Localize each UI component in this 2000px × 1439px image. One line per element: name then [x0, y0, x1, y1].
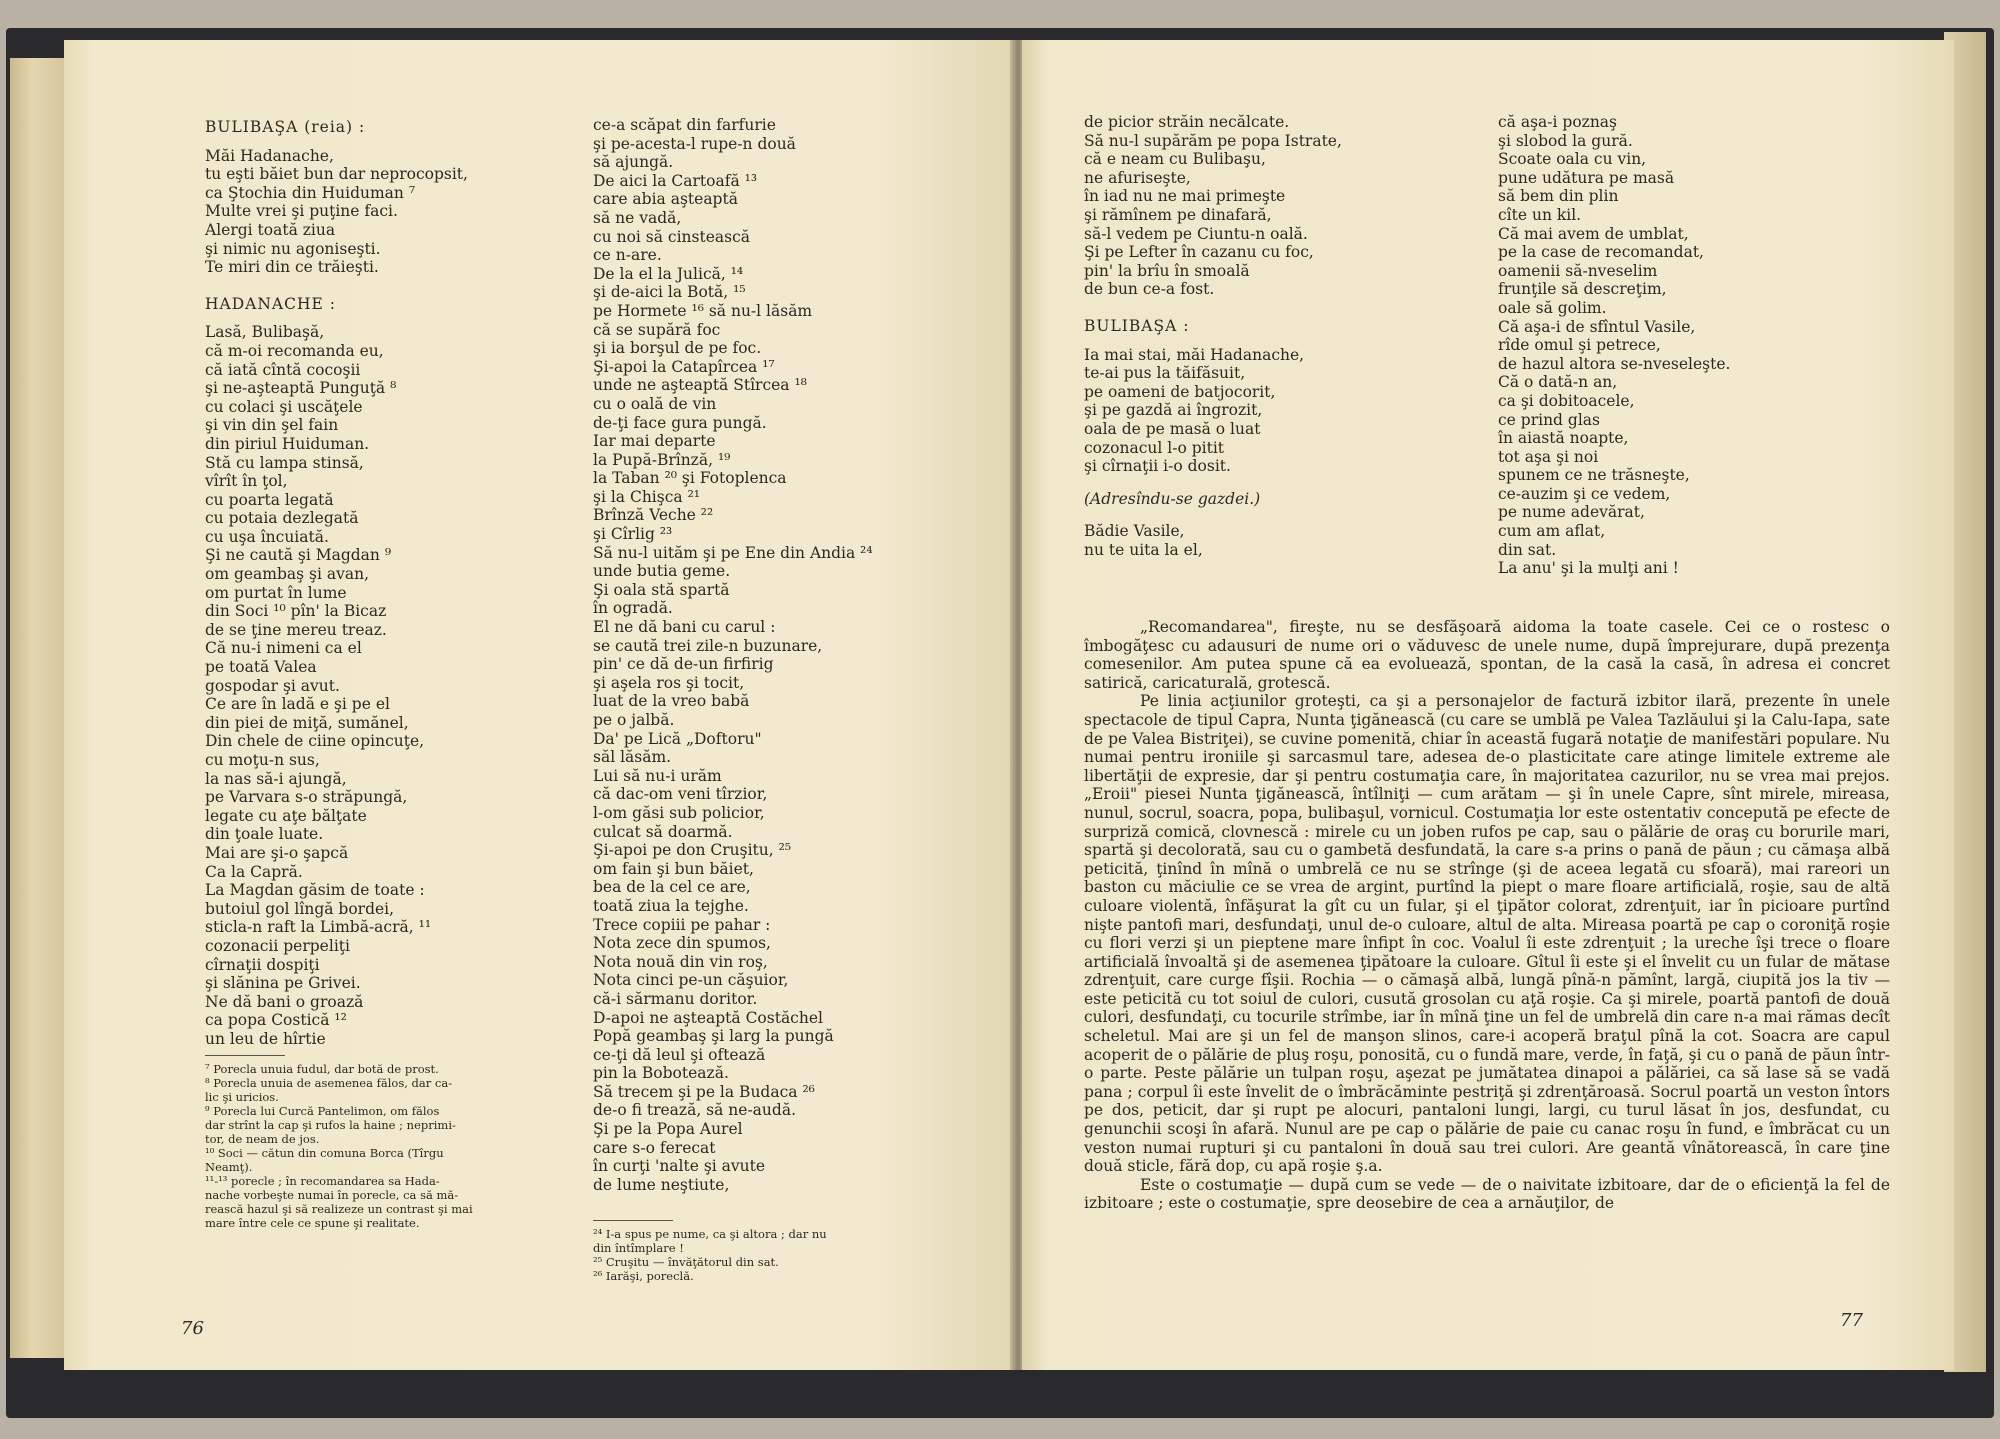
verse-line: ca popa Costică ¹²: [205, 1011, 347, 1030]
footnote-line: ⁹ Porecla lui Curcă Pantelimon, om fălos: [205, 1103, 440, 1118]
verse-line: şi ne-aşteaptă Punguţă ⁸: [205, 379, 397, 398]
footnote-line: ¹⁰ Soci — cătun din comuna Borca (Tîrgu: [205, 1145, 444, 1160]
verse-line: luat de la vreo babă: [593, 692, 750, 711]
verse-line: toată ziua la tejghe.: [593, 896, 749, 915]
verse-line: cu uşa încuiată.: [205, 527, 329, 546]
verse-line: pe nume adevărat,: [1498, 503, 1645, 522]
left-page: [64, 40, 1014, 1370]
verse-line: în curţi 'nalte şi avute: [593, 1157, 766, 1176]
verse-line: La Magdan găsim de toate :: [205, 881, 425, 900]
verse-line: Şi oala stă spartă: [593, 580, 730, 599]
verse-line: cu colaci şi uscăţele: [205, 397, 363, 416]
verse-line: El ne dă bani cu carul :: [593, 618, 776, 637]
verse-line: să-l vedem pe Ciuntu-n oală.: [1084, 224, 1308, 243]
verse-line: unde butia geme.: [593, 562, 731, 581]
verse-line: din ţoale luate.: [205, 825, 324, 844]
verse-line: Iar mai departe: [593, 432, 716, 451]
verse-line: Trece copiii pe pahar :: [593, 915, 771, 934]
verse-line: pin' ce dă de-un firfirig: [593, 655, 774, 674]
verse-line: în aiastă noapte,: [1498, 429, 1629, 448]
verse-line: de hazul altora se-nveseleşte.: [1498, 354, 1731, 373]
verse-line: cozonacul l-o pitit: [1084, 438, 1225, 457]
verse-line: Măi Hadanache,: [205, 146, 334, 165]
verse-line: Că mai avem de umblat,: [1498, 224, 1689, 243]
footnotes: [205, 1062, 565, 1230]
left-column-1: [205, 114, 565, 1230]
verse-line: cozonacii perpeliţi: [205, 936, 350, 955]
footnote-line: ¹¹-¹³ porecle ; în recomandarea sa Hada-: [205, 1173, 440, 1188]
verse-line: Da' pe Lică „Doftoru": [593, 729, 762, 748]
verse-line: Că o dată-n an,: [1498, 373, 1618, 392]
verse-line: Alergi toată ziua: [205, 220, 336, 239]
verse-line: om fain şi bun băiet,: [593, 859, 754, 878]
verse-line: Să nu-l supărăm pe popa Istrate,: [1084, 131, 1342, 150]
verse-line: Să nu-l uităm şi pe Ene din Andia ²⁴: [593, 543, 873, 562]
verse-line: Şi pe Lefter în cazanu cu foc,: [1084, 243, 1314, 262]
verse-line: şi slănina pe Grivei.: [205, 974, 361, 993]
footnote-line: ²⁴ I-a spus pe nume, ca şi altora ; dar nu: [593, 1227, 827, 1242]
verse-line: şi cîrnaţii i-o dosit.: [1084, 457, 1231, 476]
speaker-bulibasa: BULIBAŞA :: [1084, 316, 1190, 335]
verse-line: şi la Chişca ²¹: [593, 487, 700, 506]
verse-line: Bădie Vasile,: [1084, 522, 1185, 541]
verse-line: pin' la brîu în smoală: [1084, 261, 1250, 280]
verse-line: ce-auzim şi ce vedem,: [1498, 484, 1671, 503]
verse-line: un leu de hîrtie: [205, 1029, 326, 1048]
verse-line: nu te uita la el,: [1084, 540, 1203, 559]
verse-line: Şi-apoi pe don Cruşitu, ²⁵: [593, 841, 792, 860]
verse-line: Nota cinci pe-un căşuior,: [593, 971, 789, 990]
paragraph: „Recomandarea", fireşte, nu se desfăşoară aidoma la toate casele. Cei ce o rostesc o îmbogăţesc cu adausuri de nume ori o văduvesc de unele nume, după împrejurare, după prezenţa comesenilor. Am putea spune că ea evoluează, spontan, de la casă la casă, în adresa ei concret satirică, caricaturală, grotescă.: [1084, 618, 1890, 692]
footnote-rule: [593, 1220, 673, 1221]
verse-line: cu moţu-n sus,: [205, 751, 320, 769]
verse-line: şi pe gazdă ai îngrozit,: [1084, 401, 1263, 420]
verse-line: vîrît în ţol,: [205, 472, 288, 491]
verse-line: Nota zece din spumos,: [593, 934, 771, 953]
verse-line: Scoate oala cu vin,: [1498, 150, 1647, 169]
stage-direction: (Adresîndu-se gazdei.): [1084, 489, 1261, 508]
verse-block: [205, 147, 565, 277]
verse-line: că m-oi recomanda eu,: [205, 341, 384, 360]
right-column-1: [1084, 113, 1484, 559]
verse-line: pe o jalbă.: [593, 711, 675, 729]
verse-line: tot aşa şi noi: [1498, 447, 1599, 466]
verse-line: de picior străin necălcate.: [1084, 113, 1290, 131]
verse-line: că e neam cu Bulibaşu,: [1084, 150, 1266, 169]
verse-line: cîte un kil.: [1498, 205, 1582, 224]
verse-line: şi Cîrlig ²³: [593, 525, 673, 544]
verse-line: şi ia borşul de pe foc.: [593, 339, 762, 358]
verse-line: din piriul Huiduman.: [205, 434, 370, 453]
verse-line: care s-o ferecat: [593, 1138, 716, 1157]
verse-block: [205, 323, 565, 1048]
verse-line: ne afuriseşte,: [1084, 168, 1191, 187]
verse-line: de-o fi trează, să ne-audă.: [593, 1101, 796, 1120]
verse-line: Şi-apoi la Catapîrcea ¹⁷: [593, 357, 775, 376]
footnote-line: ²⁵ Cruşitu — învăţătorul din sat.: [593, 1255, 779, 1270]
footnote-line: mare între cele ce spune şi realitate.: [205, 1215, 420, 1230]
verse-line: cu noi să cinstească: [593, 227, 751, 246]
verse-line: bea de la cel ce are,: [593, 878, 751, 897]
verse-line: De la el la Julică, ¹⁴: [593, 264, 744, 283]
verse-line: ce n-are.: [593, 246, 662, 265]
footnote-line: din întîmplare !: [593, 1241, 684, 1256]
verse-line: din sat.: [1498, 540, 1557, 559]
verse-line: pin la Bobotează.: [593, 1064, 729, 1083]
verse-line: cu o oală de vin: [593, 394, 717, 413]
verse-line: Să trecem şi pe la Budaca ²⁶: [593, 1082, 815, 1101]
verse-line: şi vin din şel fain: [205, 416, 339, 435]
verse-line: culcat să doarmă.: [593, 822, 733, 841]
verse-line: şi aşela ros şi tocit,: [593, 673, 745, 692]
verse-line: la Taban ²⁰ şi Fotoplenca: [593, 469, 787, 488]
verse-line: pe Hormete ¹⁶ să nu-l lăsăm: [593, 301, 813, 320]
verse-line: rîde omul şi petrece,: [1498, 336, 1661, 355]
right-page: [1022, 40, 1954, 1370]
verse-line: Popă geambaş şi larg la pungă: [593, 1027, 834, 1046]
verse-line: cum am aflat,: [1498, 522, 1606, 541]
footnote-rule: [205, 1055, 285, 1056]
verse-line: oala de pe masă o luat: [1084, 419, 1261, 438]
verse-line: să ne vadă,: [593, 208, 682, 227]
verse-line: în ogradă.: [593, 599, 673, 618]
prose-block: [1084, 618, 1890, 1213]
speaker-bulibasa: BULIBAŞA (reia) :: [205, 118, 366, 136]
verse-line: pe toată Valea: [205, 658, 317, 677]
verse-line: cu poarta legată: [205, 490, 334, 509]
verse-line: că iată cîntă cocoşii: [205, 360, 361, 379]
verse-line: din piei de miţă, sumănel,: [205, 713, 409, 732]
verse-block: [1084, 113, 1484, 299]
footnote-line: ²⁶ Iarăşi, poreclă.: [593, 1269, 694, 1284]
paragraph: Pe linia acţiunilor groteşti, ca şi a personajelor de factură izbitor ilară, prezente în unele spectacole de tipul Capra, Nunta ţigănească (cu care se umblă pe Valea Tazlăului şi la Calu-Iapa, sate de pe Valea Bistriţei), se cuvine pomenită, chiar în această fugară notaţie de manifestări populare. Nu numai pentru ironiile şi sarcasmul tare, adesea de-o plasticitate care atinge limitele extreme ale libertăţii de expresie, dar şi pentru costumaţia care, în majoritatea cazurilor, nu se vrea mai prejos. „Eroii" piesei Nunta ţigănească, întîlniţi — cum arătam — şi în unele Capre, sînt mirele, mireasa, nunul, socrul, soacra, popa, bulibaşul, vornicul. Costumaţia lor este ostentativ concepută pe efecte de surpriză comică, clovnescă : mirele cu un joben rufos pe cap, sau o pălărie de oraş cu borurile mari, spartă şi decolorată, sau cu o gambetă desfundată, la care s-a prins o pană de păun ; cu cămaşa albă peticită, ţinînd în mînă o umbrelă ce nu se strînge (şi de aceea legată cu sfoară), mai rareori un baston cu măciulie ce se vrea de argint, purtînd la piept o mare floare artificială, roşie, sau de altă culoare violentă, înfăşurat la gît cu un fular, şi el ţipător colorat, zdrenţuit, iar în picioare purtînd nişte pantofi mari, desfundaţi, unul de-o culoare, altul de alta. Mireasa poartă pe cap o coroniţă roşie cu flori verzi şi un pieptene mare înfipt în coc. Voalul îi este zdrenţuit ; la ureche îşi trece o floare artificială învoaltă şi de asemenea ţipătoare la culoare. Gîtul îi este şi el învelit cu un fular de mătase zdrenţuit, care curge fîşii. Rochia — o cămaşă albă, lungă pînă-n pămînt, largă, ciupită jos la tiv — este peticită cu tot soiul de culori, cusută grosolan cu aţă roşie. Ca şi mirele, poartă pantofi de două culori, desfundaţi, cu tocurile strîmbe, iar în mînă ţine un fel de umbrelă din care n-a mai rămas decît scheletul. Mai are şi un fel de manşon slinos, care-i acoperă braţul pînă la cot. Soacra are capul acoperit de o pălărie de pluş roşu, ponosită, cu o fundă mare, verde, în faţă, şi cu o pană de păun într-o parte. Peste pălărie un tulpan roşu, aşezat pe jumătatea dinapoi a pălăriei, ca să lase să se vadă pana ; corpul îi este învelit de o îmbrăcăminte pestriţă şi zdrenţăroasă. Socrul poartă un veston întors pe dos, peticit, dar şi rupt pe alocuri, pantaloni lungi, largi, cu turul lăsat în jos, desfundat, cu genunchii scoşi în afară. Nunul are pe cap o pălărie de paie cu canac roşu în fund, e îmbrăcat cu un veston numai rupturi şi cu pantaloni în două sau trei culori. Are geantă vînătorească, în care ţine două sticle, fără dop, cu apă roşie ş.a.: [1084, 692, 1890, 1176]
verse-line: Lasă, Bulibaşă,: [205, 323, 325, 342]
verse-line: La anu' şi la mulţi ani !: [1498, 559, 1679, 578]
verse-line: că aşa-i poznaş: [1498, 113, 1618, 131]
verse-line: şi de-aici la Botă, ¹⁵: [593, 283, 746, 302]
right-column-2: [1498, 113, 1838, 578]
verse-line: şi slobod la gură.: [1498, 131, 1633, 150]
verse-line: D-apoi ne aşteaptă Costăchel: [593, 1008, 823, 1027]
verse-line: ce prind glas: [1498, 410, 1600, 429]
verse-line: la Pupă-Brînză, ¹⁹: [593, 450, 731, 469]
verse-line: cîrnaţii dospiţi: [205, 955, 320, 974]
verse-line: care abia aşteaptă: [593, 190, 738, 209]
verse-line: Brînză Veche ²²: [593, 506, 714, 525]
verse-line: spunem ce ne trăsneşte,: [1498, 466, 1690, 485]
paragraph: Este o costumaţie — după cum se vede — de o naivitate izbitoare, dar de o eficienţă la fel de izbitoare ; este o costumaţie, spre deosebire de cea a arnăuţilor, de: [1084, 1175, 1890, 1213]
footnotes: [593, 1227, 993, 1283]
verse-line: frunţile să descreţim,: [1498, 280, 1667, 299]
footnote-line: ⁸ Porecla unuia de asemenea fălos, dar ca-: [205, 1075, 453, 1090]
verse-line: ca şi dobitoacele,: [1498, 391, 1635, 410]
verse-line: de lume neştiute,: [593, 1175, 730, 1194]
page-number-left: 76: [181, 1318, 204, 1339]
verse-line: pe la case de recomandat,: [1498, 243, 1704, 262]
verse-line: Că nu-i nimeni ca el: [205, 639, 362, 658]
verse-line: şi pe-acesta-l rupe-n două: [593, 134, 796, 153]
verse-block: [1084, 346, 1484, 476]
verse-line: gospodar şi avut.: [205, 676, 340, 695]
footnote-line: ⁷ Porecla unuia fudul, dar botă de prost.: [205, 1061, 439, 1076]
verse-line: şi nimic nu agoniseşti.: [205, 239, 381, 258]
verse-line: pe Varvara s-o străpungă,: [205, 788, 408, 807]
verse-line: că se supără foc: [593, 320, 721, 339]
verse-line: pe oameni de batjocorit,: [1084, 382, 1276, 401]
verse-line: că-i sărmanu doritor.: [593, 989, 758, 1008]
verse-line: din Soci ¹⁰ pîn' la Bicaz: [205, 602, 387, 621]
footnote-line: lic şi uricios.: [205, 1089, 279, 1104]
verse-line: Nota nouă din vin roş,: [593, 952, 768, 971]
verse-line: Stă cu lampa stinsă,: [205, 453, 364, 472]
verse-block: [1498, 113, 1838, 578]
verse-line: Ne dă bani o groază: [205, 992, 364, 1011]
verse-block: [1084, 522, 1484, 559]
footnote-line: dar strînt la cap şi rufos la haine ; neprimi-: [205, 1117, 456, 1132]
verse-line: că dac-om veni tîrzior,: [593, 785, 768, 804]
verse-line: oale să golim.: [1498, 298, 1607, 317]
verse-line: săl lăsăm.: [593, 748, 672, 767]
verse-line: l-om găsi sub policior,: [593, 803, 765, 822]
verse-line: pune udătura pe masă: [1498, 168, 1675, 187]
verse-line: om purtat în lume: [205, 583, 347, 602]
page-number-right: 77: [1840, 1310, 1863, 1331]
verse-line: Ia mai stai, măi Hadanache,: [1084, 345, 1305, 364]
verse-line: de se ţine mereu treaz.: [205, 620, 387, 639]
verse-line: cu potaia dezlegată: [205, 509, 359, 528]
speaker-hadanache: HADANACHE :: [205, 294, 336, 313]
verse-line: sticla-n raft la Limbă-acră, ¹¹: [205, 918, 432, 937]
verse-line: să ajungă.: [593, 153, 674, 172]
verse-line: tu eşti băiet bun dar neprocopsit,: [205, 165, 468, 184]
verse-line: Că aşa-i de sfîntul Vasile,: [1498, 317, 1696, 336]
verse-line: om geambaş şi avan,: [205, 565, 370, 584]
verse-line: legate cu aţe bălţate: [205, 806, 367, 825]
footnote-line: rească hazul şi să realizeze un contrast şi mai: [205, 1201, 473, 1216]
verse-line: Mai are şi-o şapcă: [205, 843, 349, 862]
verse-line: de-ţi face gura pungă.: [593, 413, 767, 432]
verse-block: [593, 116, 993, 1194]
verse-line: şi rămînem pe dinafară,: [1084, 205, 1272, 224]
footnote-line: Neamţ).: [205, 1159, 253, 1174]
verse-line: să bem din plin: [1498, 187, 1619, 206]
verse-line: la nas să-i ajungă,: [205, 769, 347, 788]
verse-line: Şi ne caută şi Magdan ⁹: [205, 546, 392, 565]
verse-line: te-ai pus la tăifăsuit,: [1084, 364, 1246, 383]
verse-line: Lui să nu-i urăm: [593, 766, 722, 785]
verse-line: ce-a scăpat din farfurie: [593, 116, 776, 134]
page-edges-left: [10, 58, 66, 1358]
verse-line: Multe vrei şi puţine faci.: [205, 202, 398, 221]
verse-line: Ce are în ladă e şi pe el: [205, 695, 390, 714]
verse-line: ca Ştochia din Huiduman ⁷: [205, 183, 416, 202]
left-column-2: [593, 116, 993, 1283]
verse-line: se caută trei zile-n buzunare,: [593, 636, 823, 655]
verse-line: ce-ţi dă leul şi oftează: [593, 1045, 766, 1064]
verse-line: butoiul gol lîngă bordei,: [205, 899, 395, 918]
footnote-line: nache vorbeşte numai în porecle, ca să mă-: [205, 1187, 459, 1202]
verse-line: Te miri din ce trăieşti.: [205, 258, 379, 277]
verse-line: Ca la Capră.: [205, 862, 303, 881]
verse-line: unde ne aşteaptă Stîrcea ¹⁸: [593, 376, 807, 395]
verse-line: în iad nu ne mai primeşte: [1084, 187, 1286, 206]
verse-line: De aici la Cartoafă ¹³: [593, 171, 758, 190]
footnote-line: tor, de neam de jos.: [205, 1131, 320, 1146]
verse-line: Din chele de ciine opincuţe,: [205, 732, 425, 751]
verse-line: oamenii să-nveselim: [1498, 261, 1658, 280]
verse-line: de bun ce-a fost.: [1084, 280, 1215, 299]
verse-line: Şi pe la Popa Aurel: [593, 1120, 743, 1139]
